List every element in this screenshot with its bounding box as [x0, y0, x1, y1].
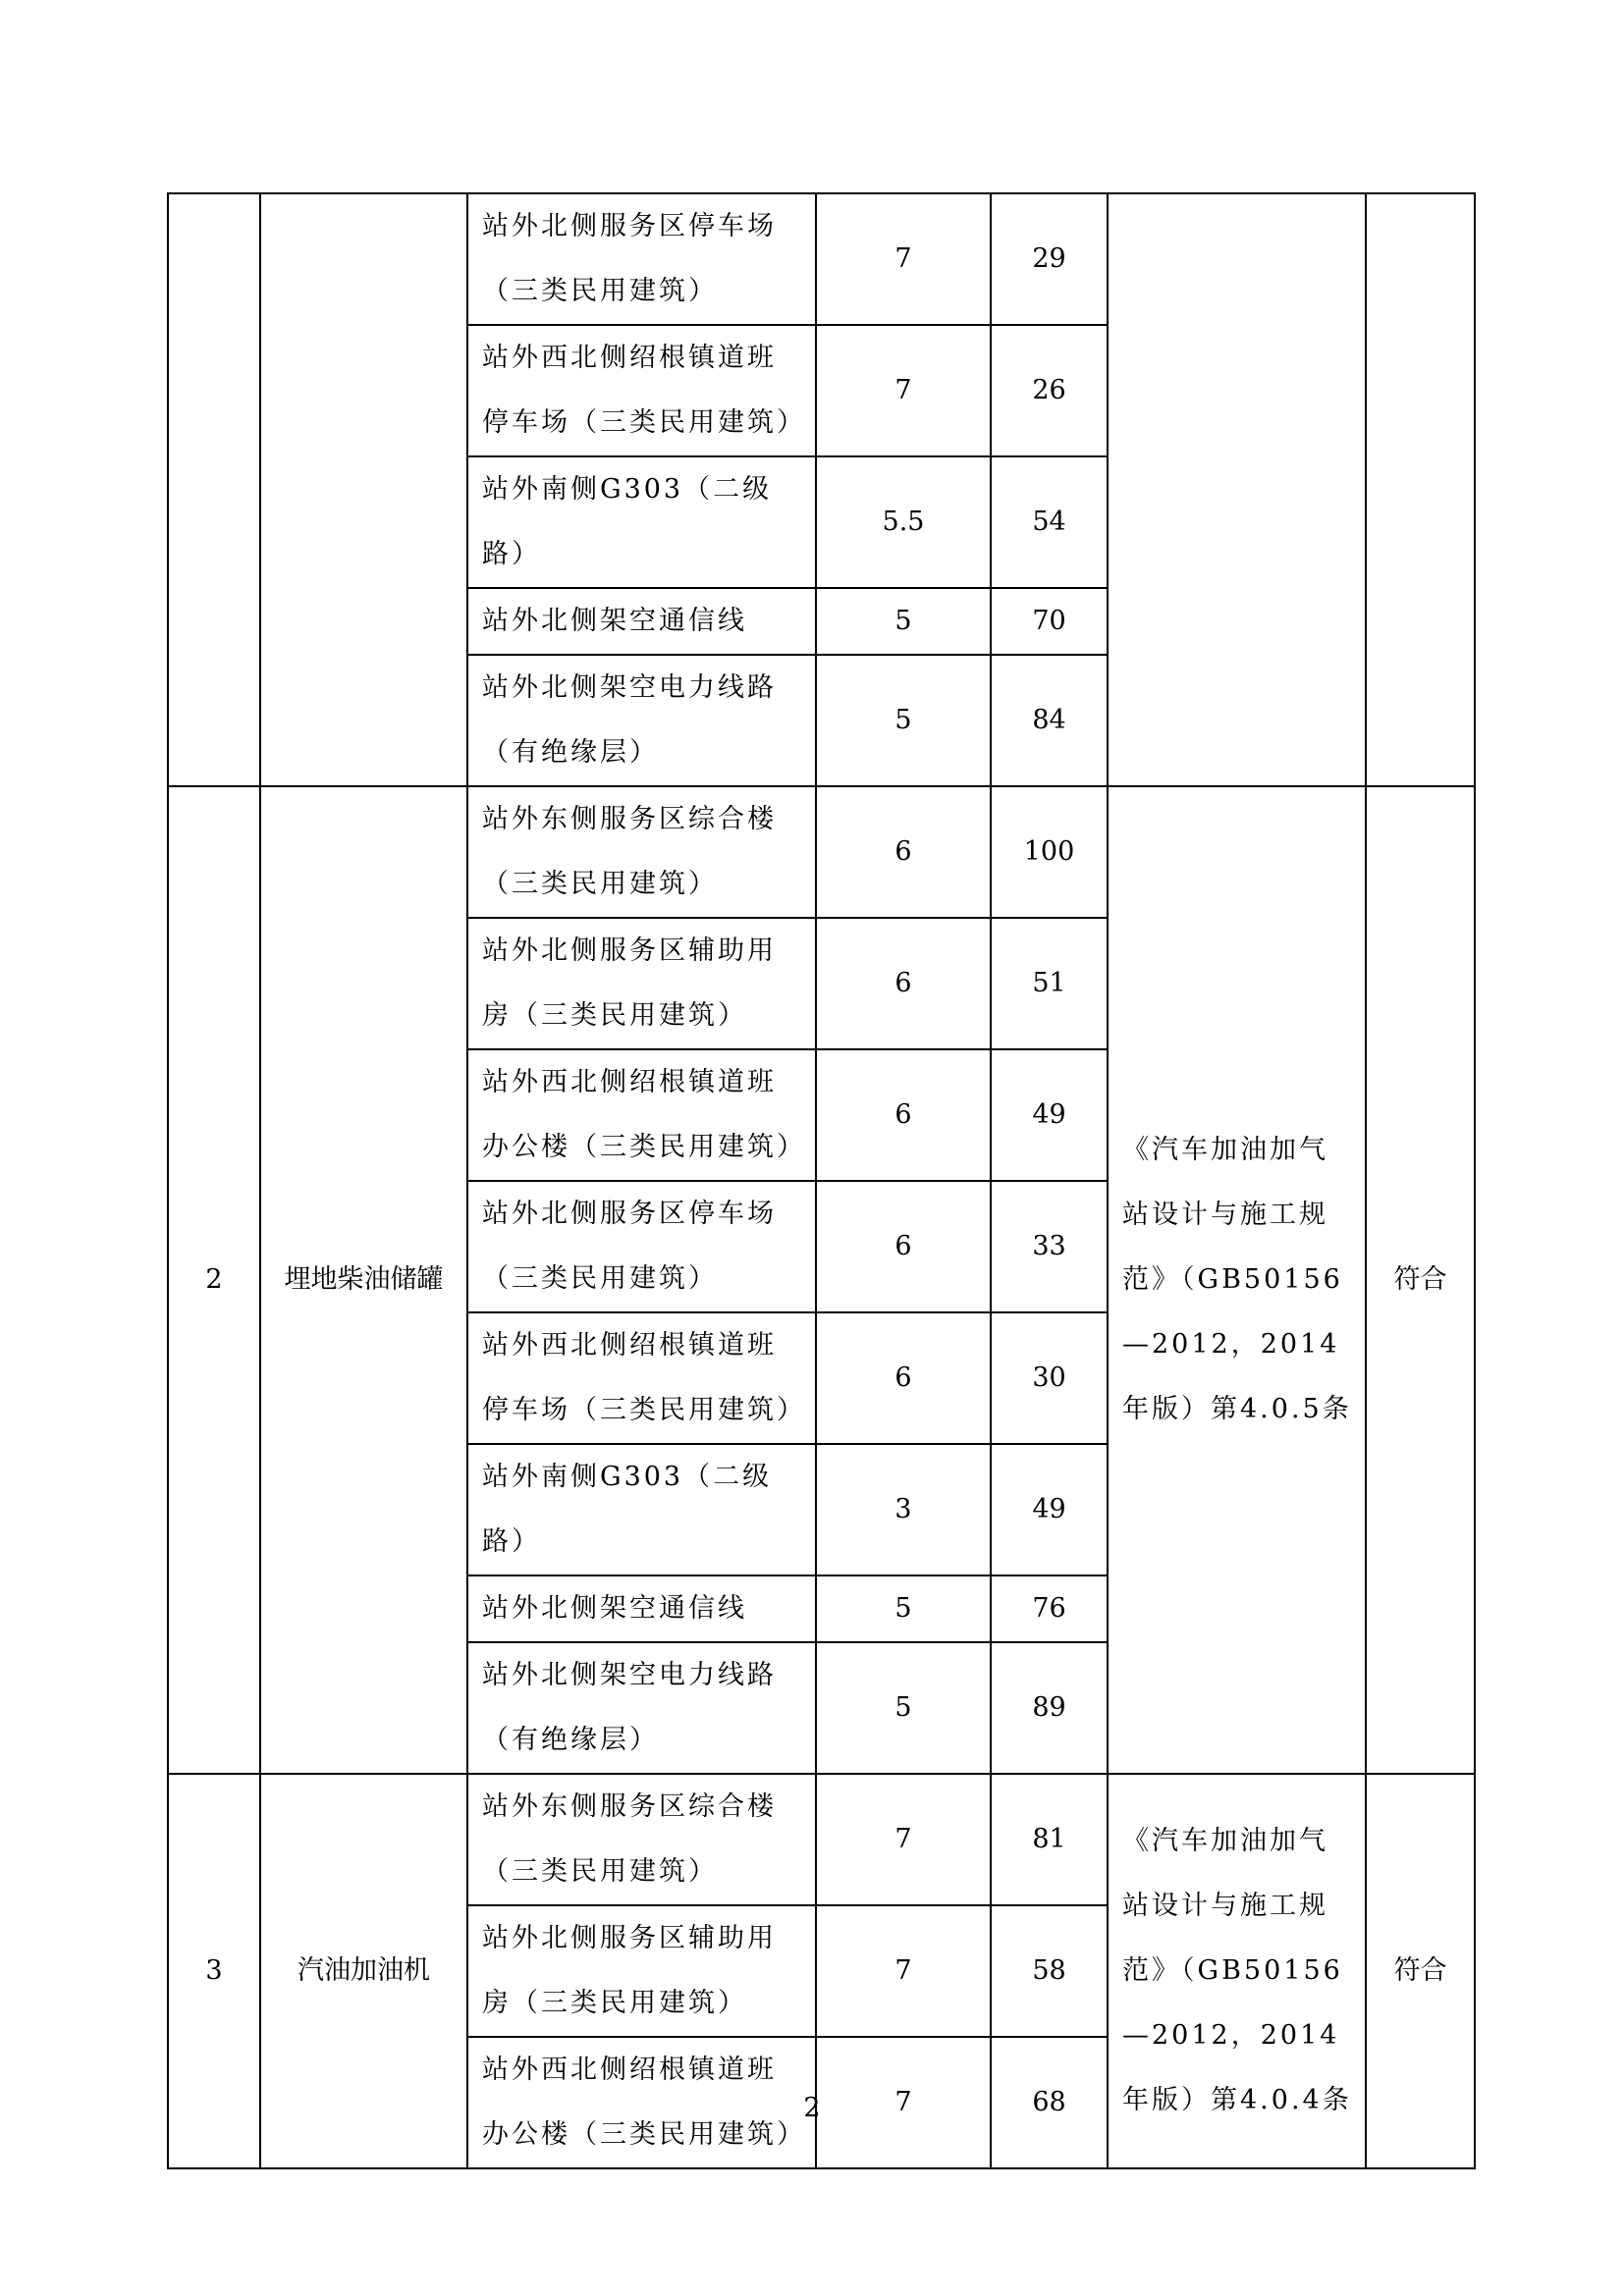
location-cell: 站外北侧架空通信线: [467, 588, 816, 655]
required-distance-cell: 6: [816, 1312, 991, 1444]
actual-distance-cell: 26: [991, 325, 1108, 456]
location-cell: 站外西北侧绍根镇道班办公楼（三类民用建筑）: [467, 2037, 816, 2168]
actual-distance-cell: 76: [991, 1575, 1108, 1642]
facility-cell: [260, 193, 467, 786]
location-cell: 站外北侧服务区停车场（三类民用建筑）: [467, 193, 816, 325]
item-number-cell: [168, 193, 260, 786]
required-distance-cell: 7: [816, 1905, 991, 2037]
location-cell: 站外南侧G303（二级路）: [467, 456, 816, 588]
location-cell: 站外北侧服务区辅助用房（三类民用建筑）: [467, 918, 816, 1049]
actual-distance-cell: 49: [991, 1444, 1108, 1575]
actual-distance-cell: 68: [991, 2037, 1108, 2168]
actual-distance-cell: 30: [991, 1312, 1108, 1444]
actual-distance-cell: 84: [991, 655, 1108, 786]
location-cell: 站外北侧架空电力线路（有绝缘层）: [467, 655, 816, 786]
location-cell: 站外东侧服务区综合楼（三类民用建筑）: [467, 786, 816, 918]
item-number-cell: 2: [168, 786, 260, 1774]
result-cell: 符合: [1366, 1774, 1475, 2168]
table-row: [168, 193, 1475, 325]
actual-distance-cell: 70: [991, 588, 1108, 655]
item-number-cell: 3: [168, 1774, 260, 2168]
actual-distance-cell: 33: [991, 1181, 1108, 1312]
location-cell: 站外西北侧绍根镇道班办公楼（三类民用建筑）: [467, 1049, 816, 1181]
result-cell: 符合: [1366, 786, 1475, 1774]
actual-distance-cell: 58: [991, 1905, 1108, 2037]
actual-distance-cell: 51: [991, 918, 1108, 1049]
actual-distance-cell: 54: [991, 456, 1108, 588]
table-row: [168, 786, 1475, 918]
location-cell: 站外西北侧绍根镇道班停车场（三类民用建筑）: [467, 1312, 816, 1444]
required-distance-cell: 5: [816, 1575, 991, 1642]
location-cell: 站外北侧架空通信线: [467, 1575, 816, 1642]
location-cell: 站外北侧服务区停车场（三类民用建筑）: [467, 1181, 816, 1312]
required-distance-cell: 7: [816, 2037, 991, 2168]
required-distance-cell: 5: [816, 655, 991, 786]
required-distance-cell: 7: [816, 325, 991, 456]
basis-cell: 《汽车加油加气站设计与施工规范》（GB50156—2012，2014年版）第4.0.5条: [1108, 786, 1366, 1774]
actual-distance-cell: 49: [991, 1049, 1108, 1181]
required-distance-cell: 6: [816, 786, 991, 918]
actual-distance-cell: 29: [991, 193, 1108, 325]
table-row: [168, 1774, 1475, 1905]
location-cell: 站外北侧服务区辅助用房（三类民用建筑）: [467, 1905, 816, 2037]
required-distance-cell: 5: [816, 1642, 991, 1774]
location-cell: 站外东侧服务区综合楼（三类民用建筑）: [467, 1774, 816, 1905]
required-distance-cell: 7: [816, 193, 991, 325]
safety-distance-table: [167, 192, 1476, 2169]
required-distance-cell: 7: [816, 1774, 991, 1905]
required-distance-cell: 6: [816, 1049, 991, 1181]
facility-cell: 汽油加油机: [260, 1774, 467, 2168]
required-distance-cell: 6: [816, 1181, 991, 1312]
actual-distance-cell: 100: [991, 786, 1108, 918]
result-cell: [1366, 193, 1475, 786]
required-distance-cell: 5.5: [816, 456, 991, 588]
actual-distance-cell: 89: [991, 1642, 1108, 1774]
location-cell: 站外西北侧绍根镇道班停车场（三类民用建筑）: [467, 325, 816, 456]
location-cell: 站外南侧G303（二级路）: [467, 1444, 816, 1575]
required-distance-cell: 3: [816, 1444, 991, 1575]
location-cell: 站外北侧架空电力线路（有绝缘层）: [467, 1642, 816, 1774]
page-number: 2: [803, 2093, 821, 2123]
basis-cell: 《汽车加油加气站设计与施工规范》（GB50156—2012，2014年版）第4.0.4条: [1108, 1774, 1366, 2168]
required-distance-cell: 6: [816, 918, 991, 1049]
facility-cell: 埋地柴油储罐: [260, 786, 467, 1774]
required-distance-cell: 5: [816, 588, 991, 655]
actual-distance-cell: 81: [991, 1774, 1108, 1905]
basis-cell: [1108, 193, 1366, 786]
